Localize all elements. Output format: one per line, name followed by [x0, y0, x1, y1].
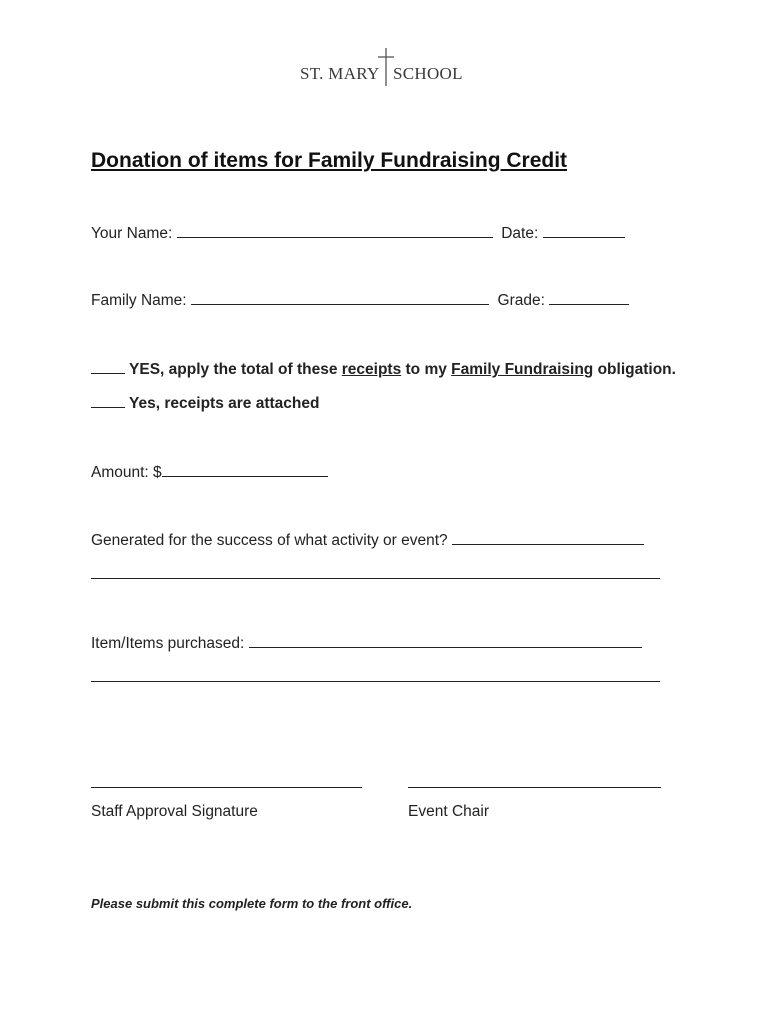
items-row-2 [91, 667, 660, 687]
family-name-label: Family Name: [91, 292, 187, 309]
logo-text-left: ST. MARY [300, 64, 380, 83]
logo-text-right: SCHOOL [393, 64, 463, 83]
name-date-row [91, 223, 625, 243]
your-name-label: Your Name: [91, 225, 173, 242]
generated-label: Generated for the success of what activity or event? [91, 532, 448, 549]
family-name-field[interactable] [191, 290, 489, 305]
apply-checkbox-blank[interactable] [91, 359, 125, 374]
apply-ff-text: Family Fundraising [451, 361, 594, 378]
date-label: Date: [501, 225, 539, 242]
grade-field[interactable] [549, 290, 629, 305]
attached-checkbox-blank[interactable] [91, 393, 125, 408]
apply-prefix: YES, apply the total of these [129, 361, 342, 378]
apply-receipts-text: receipts [341, 361, 402, 378]
items-field-line-2[interactable] [91, 667, 660, 682]
amount-row [91, 462, 328, 482]
school-logo [300, 48, 472, 88]
apply-middle: to my [401, 361, 452, 378]
attached-option-row [91, 393, 319, 413]
staff-signature-label: Staff Approval Signature [91, 803, 258, 820]
staff-signature-line[interactable] [91, 787, 362, 788]
generated-field-line-2[interactable] [91, 564, 660, 579]
form-title: Donation of items for Family Fundraising Credit [91, 149, 568, 172]
items-label: Item/Items purchased: [91, 635, 245, 652]
apply-suffix: obligation. [593, 361, 676, 378]
items-row [91, 633, 642, 653]
event-chair-label: Event Chair [408, 803, 489, 820]
your-name-field[interactable] [177, 223, 493, 238]
family-grade-row [91, 290, 629, 310]
generated-row-2 [91, 564, 660, 584]
grade-label: Grade: [497, 292, 545, 309]
amount-field[interactable] [162, 462, 328, 477]
attached-label: Yes, receipts are attached [129, 395, 320, 412]
amount-label: Amount: $ [91, 464, 162, 481]
generated-row [91, 530, 644, 550]
generated-field[interactable] [452, 530, 644, 545]
items-field[interactable] [249, 633, 642, 648]
apply-option-row [91, 359, 676, 379]
date-field[interactable] [543, 223, 625, 238]
event-chair-signature-line[interactable] [408, 787, 661, 788]
submission-note: Please submit this complete form to the front office. [91, 896, 413, 911]
